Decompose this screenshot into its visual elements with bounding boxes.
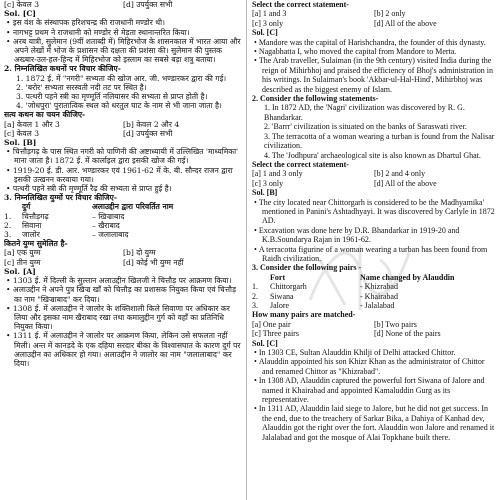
- options-hi-q3: [4, 248, 242, 266]
- solution-point: • Excavation was done here by D.R. Bhandarkar in 1919-20 and K.B.Soundarya Rajan in 1961-62.: [252, 226, 496, 245]
- solution-point: • अलाउद्दीन ने अपने पुत्र खिज्र खाँ को चित्तौड़ का प्रशासक नियुक्त किया एवं चित्तौड़ का नाम "खिज्राबाद" कर दिया।: [4, 285, 242, 303]
- statement: 1. 1872 ई. में "नगरी" सभ्यता की खोज आर. जी. भण्डारकर द्वारा की गई।: [16, 73, 227, 83]
- statement: 3. The terracotta of a woman wearing a turban is found from the Nalisar civilization.: [264, 131, 495, 151]
- question-heading: 3. निम्नलिखित युग्मों पर विचार कीजिए-: [4, 193, 118, 203]
- statement: 2. 'Barrr' civilization is situated on the banks of Saraswati river.: [264, 122, 467, 132]
- pairs-cell: 2.: [252, 291, 258, 301]
- pairs-header: [4, 202, 242, 211]
- solution-point: • पत्थरी पहने स्त्री की मृण्मूर्ति रैढ़ की सभ्यता से प्राप्त हुई है।: [4, 184, 242, 193]
- option: [d] कोई भी युग्म नहीं: [123, 257, 184, 267]
- option: [a] 1 and 3: [252, 9, 287, 19]
- option: [a] 1 and 3 only: [252, 169, 303, 179]
- pairs-cell: – जलालाबाद: [92, 230, 129, 240]
- option: [d] All of the above: [374, 178, 437, 188]
- pairs-header-cell: Fort: [270, 272, 286, 282]
- solution-label: Sol. [C]: [252, 28, 278, 38]
- solution-point: • Nagabhatta I, who moved the capital from Mandore to Merta.: [252, 47, 496, 56]
- pairs-cell: – खैराबाद: [92, 220, 120, 230]
- statement: 4. 'जोधपुरा' पुरातात्विक स्थल को धरतुल घाट के नाम से भी जाना जाता है।: [16, 101, 222, 111]
- pairs-cell: Jalore: [270, 301, 290, 310]
- pairs-header-cell: [4, 202, 22, 211]
- option: [b] दो युग्म: [123, 248, 156, 258]
- pairs-cell: सिवाना: [22, 220, 42, 230]
- pairs-header-cell: [252, 273, 270, 282]
- solution-label: Sol. [C]: [252, 338, 278, 348]
- option: [d] None of the pairs: [374, 329, 441, 339]
- solution-point: • 1308 ई. में अलाउद्दीन ने जालोर के शक्तिशाली किले सिवाणा पर अधिकार कर लिया और इसका नाम खैराबाद रखा तथा कमालुद्दीन गुर्ग को वहाँ का प्रतिनिधि नियुक्त किया।: [4, 304, 242, 332]
- question-prompt: Select the correct statement-: [252, 0, 349, 9]
- solution-point: • Alauddin appointed his son Khizr Khan as the administrator of Chittor and renamed Chittor as "Khizrabad".: [252, 357, 496, 376]
- pairs-row: [4, 230, 242, 239]
- solution-point: • A terracotta figurine of a woman wearing a turban has been found from Raidh civilization.: [252, 245, 496, 264]
- solution-point: • The city located near Chittorgarh is considered to be the Madhyamika' mentioned in Panini's Ashtadhyayi. It was discovered by Carlyle in 1872 AD.: [252, 198, 496, 226]
- pairs-header-cell: दुर्ग: [22, 202, 31, 212]
- solution-point: • The Arab traveller, Sulaiman (in the 9th century) visited India during the reign of Mihirbhoj and praised the efficiency of Bhoj's administration in his writings. In Sulaiman's book 'Akbar-ul-Hal-Hind', Mihirbhoj was described as the biggest enemy of Islam.: [252, 56, 496, 94]
- pairs-cell: 1.: [4, 211, 12, 221]
- solution-point: • चित्तौड़गढ़ के पास स्थित नगरी को पाणिनी की अष्टाध्यायी में उल्लिखित 'माध्यमिका' माना जाता है। 1872 ई. में कार्लाइल द्वारा इसकी खोज की गई।: [4, 147, 242, 165]
- option: [c] 3 only: [252, 18, 284, 28]
- solution-point: • 1303 ई. में दिल्ली के सुल्तान अलाउद्दीन खिलजी ने चित्तौड़ पर आक्रमण किया।: [4, 276, 242, 285]
- pairs-header-cell: अलाउद्दीन द्वारा परिवर्तित नाम: [92, 202, 174, 212]
- option: [a] One pair: [252, 319, 291, 329]
- solution-point: • In 1303 CE, Sultan Alauddin Khilji of Delhi attacked Chittor.: [252, 348, 496, 357]
- pairs-cell: 2.: [4, 220, 12, 230]
- solution-label: Sol. [C]: [4, 9, 36, 19]
- option: [b] Two pairs: [374, 319, 417, 329]
- option: [a] केवल 1 और 3: [4, 119, 60, 129]
- pairs-cell: Siwana: [270, 291, 294, 301]
- pairs-cell: 3.: [4, 230, 12, 240]
- top-options-en: [252, 9, 496, 28]
- column-divider: [246, 0, 247, 500]
- option: [b] 2 and 4 only: [374, 169, 426, 179]
- pairs-cell: चित्तौड़गढ़: [22, 211, 49, 221]
- pairs-row: [252, 292, 496, 301]
- solution-point: • In 1308 AD, Alauddin captured the powerful fort Siwana of Jalore and named it Khairabad and appointed Kamaluddin Gurg as its representative.: [252, 376, 496, 404]
- options-en-q3: [252, 320, 496, 339]
- statement: 1. In 1872 AD, the 'Nagri' civilization was discovered by R. G. Bhandarkar.: [264, 103, 465, 122]
- option: [c] तीन युग्म: [4, 257, 41, 267]
- statement: 3. पत्थरी पहने स्त्री का मृण्मूर्ति नलियासर की सभ्यता से प्राप्त होती है।: [16, 92, 208, 102]
- english-column: [252, 0, 496, 500]
- solution-point: • अरब यात्री, सुलेमान (9वीं शताब्दी में) मिहिरभोज के शासनकाल में भारत आया और अपने लेखों में भोज के प्रशासन की दक्षता की प्रशंसा की। सुलेमान की पुस्तक अख्बार-उल-हल-हिन्द में मिहिरभोज को इस्लाम का सबसे बड़ा शत्रु बताया।: [4, 37, 242, 65]
- solution-point: • Mandore was the capital of Harishchandra, the founder of this dynasty.: [252, 38, 496, 47]
- solution-point: • इस वंश के संस्थापक हरिशचन्द्र की राजधानी मण्डोर थी।: [4, 18, 242, 27]
- option: [b] 2 only: [374, 9, 406, 19]
- solution-point: • नागभट्ट प्रथम ने राजधानी को मण्डोर से मेड़ता स्थानान्तरित किया।: [4, 28, 242, 37]
- solution-label: Sol. [B]: [4, 138, 37, 148]
- statement: 4. The 'Jodhpura' archaeological site is also known as Dhartul Ghat.: [264, 150, 481, 160]
- option: [c] 3 only: [252, 178, 284, 188]
- option: [c] केवल 3: [4, 128, 40, 138]
- question-heading: 2. निम्नलिखित कथनों पर विचार कीजिए-: [4, 64, 121, 74]
- solution-point: • 1311 ई. में अलाउद्दीन ने जालोर पर आक्रमण किया, लेकिन उसे सफलता नहीं मिली। अन्त में कानड़दे के एक दहिया सरदार बीका के विश्वासघात के कारण दुर्ग पर अलाउद्दीन का अधिकार हो गया। अलाउद्दीन ने जालोर का नाम "जलालाबाद" कर दिया।: [4, 331, 242, 368]
- pairs-header-cell: Name changed by Alauddin: [360, 272, 455, 282]
- question-heading: 2. Consider the following statements-: [252, 94, 379, 104]
- question-prompt: Select the correct statement-: [252, 159, 349, 169]
- question-heading: 3. Consider the following pairs -: [252, 263, 362, 273]
- option: [d] उपर्युक्त सभी: [123, 0, 173, 9]
- options-en-q2: [252, 169, 496, 188]
- pairs-cell: - Khairabad: [360, 291, 398, 301]
- option: [c] केवल 3: [4, 0, 40, 9]
- question-prompt: सत्य कथन का चयन कीजिए-: [4, 110, 86, 120]
- question-prompt: How many pairs are matched-: [252, 310, 356, 320]
- solution-label: Sol. [B]: [252, 188, 278, 198]
- option: [c] Three pairs: [252, 329, 299, 339]
- pairs-cell: Chittorgarh: [270, 282, 307, 292]
- top-options-hi: [4, 0, 242, 9]
- pairs-cell: 1.: [252, 282, 258, 292]
- option: [a] एक युग्म: [4, 248, 41, 258]
- pairs-cell: – खिज्राबाद: [92, 211, 125, 221]
- solution-label: Sol. [A]: [4, 266, 36, 276]
- option: [b] केवल 2 और 4: [123, 119, 180, 129]
- pairs-row: [4, 221, 242, 230]
- pairs-row: [252, 282, 496, 291]
- pairs-row: [252, 301, 496, 310]
- options-hi-q2: [4, 120, 242, 138]
- solution-point: • 1919-20 ई. डी. आर. भण्डारकर एवं 1961-62 में के. बी. सौन्दर राजन द्वारा इसकी उत्खनन करवाया गया।: [4, 166, 242, 184]
- pairs-cell: जालोर: [22, 230, 40, 240]
- pairs-header: [252, 273, 496, 282]
- solution-point: • In 1311 AD, Alauddin laid siege to Jalore, but he did not get success. In the end, due to the treachery of Sarkar Bika, a Dahiya of Kanhad dev, Alauddin got the right over the fort. Alauddin won Jalore and renamed it Jalalabad and got the mosque of Alai Topkhane built there.: [252, 404, 496, 442]
- statement: 2. 'बरोर' सभ्यता सरस्वती नदी तट पर स्थित है।: [16, 82, 147, 92]
- hindi-column: [4, 0, 242, 500]
- option: [d] All of the above: [374, 18, 437, 28]
- pairs-cell: 3.: [252, 301, 258, 310]
- option: [d] उपर्युक्त सभी: [123, 128, 173, 138]
- pairs-row: [4, 212, 242, 221]
- pairs-cell: - Jalalabad: [360, 301, 395, 310]
- pairs-cell: - Khizrabad: [360, 282, 398, 292]
- question-prompt: कितने युग्म सुमेलित है-: [4, 239, 68, 249]
